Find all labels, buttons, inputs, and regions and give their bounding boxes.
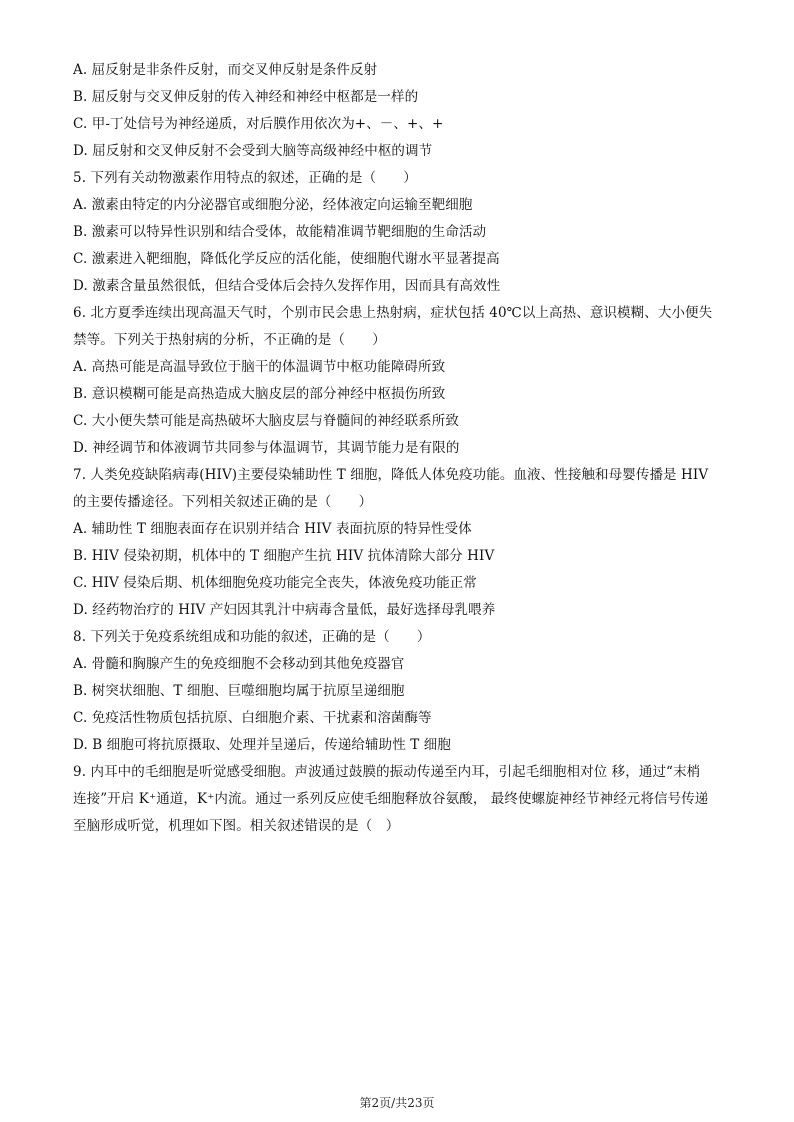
text-line: D. 屈反射和交叉伸反射不会受到大脑等高级神经中枢的调节 [73, 143, 433, 159]
text-line: A. 高热可能是高温导致位于脑干的体温调节中枢功能障碍所致 [73, 359, 446, 375]
text-line: D. 神经调节和体液调节共同参与体温调节，其调节能力是有限的 [73, 440, 460, 456]
question-text [73, 57, 723, 840]
text-line: 禁等。下列关于热射病的分析，不正确的是（ ） [73, 332, 386, 348]
text-line: A. 骨髓和胸腺产生的免疫细胞不会移动到其他免疫器官 [73, 656, 405, 672]
text-line: B. 意识模糊可能是高热造成大脑皮层的部分神经中枢损伤所致 [73, 386, 446, 402]
question-6-stem: 6. 北方夏季连续出现高温天气时，个别市民会患上热射病，症状包括 40℃以上高热、意识模糊、大小便失 [73, 305, 713, 321]
text-line: B. 屈反射与交叉伸反射的传入神经和神经中枢都是一样的 [73, 89, 419, 105]
text-line: D. 激素含量虽然很低，但结合受体后会持久发挥作用，因而具有高效性 [73, 278, 501, 294]
text-line: C. 甲-丁处信号为神经递质，对后膜作用依次为+、－、+、+ [73, 116, 444, 132]
text-line: C. 大小便失禁可能是高热破坏大脑皮层与脊髓间的神经联系所致 [73, 413, 459, 429]
question-7-stem: 7. 人类免疫缺陷病毒(HIV)主要侵染辅助性 T 细胞，降低人体免疫功能。血液、性接触和母婴传播是 HIV [73, 467, 709, 483]
text-line: B. 激素可以特异性识别和结合受体，故能精准调节靶细胞的生命活动 [73, 224, 487, 240]
text-line: D. 经药物治疗的 HIV 产妇因其乳汁中病毒含量低，最好选择母乳喂养 [73, 602, 496, 618]
page-number: 第2页/共23页 [359, 1096, 435, 1110]
text-line: B. 树突状细胞、T 细胞、巨噬细胞均属于抗原呈递细胞 [73, 683, 405, 699]
text-line: 至脑形成听觉，机理如下图。相关叙述错误的是（ ） [73, 818, 400, 834]
text-line: 连接”开启 K⁺通道，K⁺内流。通过一系列反应使毛细胞释放谷氨酸， 最终使螺旋神经节神经元将信号传递 [73, 791, 709, 807]
text-line: A. 激素由特定的内分泌器官或细胞分泌，经体液定向运输至靶细胞 [73, 197, 473, 213]
question-5-stem: 5. 下列有关动物激素作用特点的叙述，正确的是（ ） [73, 170, 417, 186]
text-line: 的主要传播途径。下列相关叙述正确的是（ ） [73, 494, 373, 510]
text-line: A. 屈反射是非条件反射，而交叉伸反射是条件反射 [73, 62, 378, 78]
text-line: D. B 细胞可将抗原摄取、处理并呈递后，传递给辅助性 T 细胞 [73, 737, 451, 753]
text-line: C. 激素进入靶细胞，降低化学反应的活化能，使细胞代谢水平显著提高 [73, 251, 500, 267]
question-9-stem: 9. 内耳中的毛细胞是听觉感受细胞。声波通过鼓膜的振动传递至内耳，引起毛细胞相对位 移，通过“末梢 [73, 764, 701, 780]
text-line: B. HIV 侵染初期，机体中的 T 细胞产生抗 HIV 抗体清除大部分 HIV [73, 548, 495, 564]
text-line: C. 免疫活性物质包括抗原、白细胞介素、干扰素和溶菌酶等 [73, 710, 432, 726]
question-8-stem: 8. 下列关于免疫系统组成和功能的叙述，正确的是（ ） [73, 629, 431, 645]
text-line: C. HIV 侵染后期、机体细胞免疫功能完全丧失，体液免疫功能正常 [73, 575, 477, 591]
text-line: A. 辅助性 T 细胞表面存在识别并结合 HIV 表面抗原的特异性受体 [73, 521, 472, 537]
